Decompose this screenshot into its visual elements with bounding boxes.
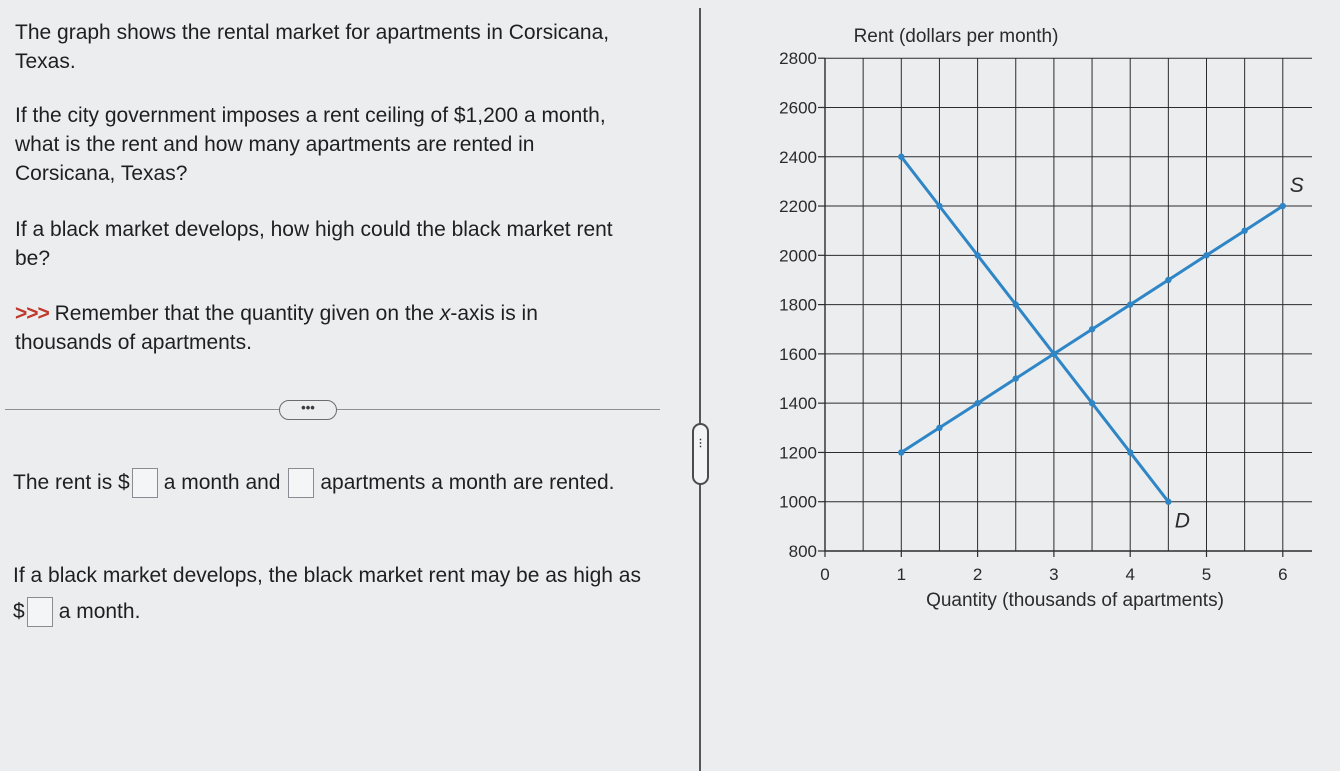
rent-answer-input[interactable] — [132, 468, 158, 498]
x-tick-label-1: 1 — [896, 565, 907, 584]
x-tick-label-5: 5 — [1201, 565, 1212, 584]
x-tick-label-4: 4 — [1125, 565, 1135, 584]
show-more-button[interactable]: ••• — [279, 400, 337, 420]
point-S-9 — [1241, 227, 1247, 233]
point-S-7 — [1165, 277, 1171, 283]
hint-variable: x — [439, 302, 451, 325]
question-intro: The graph shows the rental market for apartments in Corsicana, Texas. — [15, 21, 610, 73]
y-tick-label-1600: 1600 — [779, 344, 817, 364]
point-D-0 — [898, 154, 904, 160]
y-tick-label-1400: 1400 — [779, 394, 817, 414]
y-tick-label-2400: 2400 — [779, 147, 817, 167]
panel-splitter — [699, 8, 701, 771]
y-tick-label-2600: 2600 — [779, 98, 817, 118]
x-tick-label-2: 2 — [972, 565, 983, 584]
answer-rent-label: The rent is $ — [13, 471, 130, 494]
y-tick-label-1000: 1000 — [779, 492, 817, 512]
point-S-1 — [936, 425, 942, 431]
y-tick-label-1800: 1800 — [779, 295, 817, 315]
answer-month-label: a month and — [163, 471, 281, 494]
y-tick-label-800: 800 — [788, 542, 817, 561]
y-tick-label-1200: 1200 — [779, 443, 817, 463]
x-tick-label-3: 3 — [1049, 565, 1059, 584]
curve-label-D: D — [1174, 509, 1190, 533]
rental-market-chart — [720, 0, 1340, 620]
point-S-0 — [898, 449, 904, 455]
answer-line-black-market — [13, 558, 653, 630]
y-axis-title: Rent (dollars per month) — [853, 26, 1059, 47]
point-D-2 — [974, 252, 980, 258]
question-black-market: If a black market develops, how high could the black market rent be? — [15, 218, 613, 270]
answer-black-market-suffix: a month. — [58, 600, 141, 623]
answer-black-market-label: If a black market develops, the black market rent may be as high as $ — [13, 564, 641, 623]
point-S-8 — [1203, 252, 1209, 258]
point-D-5 — [1089, 400, 1095, 406]
point-S-3 — [1013, 375, 1019, 381]
answer-line-rent — [13, 465, 653, 501]
series — [898, 154, 1304, 533]
point-S-4 — [1051, 351, 1057, 357]
question-rent-ceiling: If the city government imposes a rent ceiling of $1,200 a month, what is the rent and how many apartments are rented in Corsicana, Texas? — [15, 104, 606, 185]
splitter-handle[interactable]: ⋮ — [692, 423, 709, 485]
curve-label-S: S — [1289, 174, 1304, 198]
point-S-6 — [1127, 301, 1133, 307]
x-tick-label-0: 0 — [820, 565, 830, 584]
y-tick-label-2200: 2200 — [779, 197, 817, 217]
y-tick-label-2800: 2800 — [779, 49, 817, 69]
answer-apartments-label: apartments a month are rented. — [320, 471, 615, 494]
point-D-1 — [936, 203, 942, 209]
point-D-3 — [1013, 301, 1019, 307]
axes — [779, 49, 1312, 584]
hint-text-after: -axis is in thousands of apartments. — [15, 302, 538, 354]
x-tick-label-6: 6 — [1278, 565, 1288, 584]
point-S-2 — [974, 400, 980, 406]
quantity-answer-input[interactable] — [288, 468, 314, 498]
black-market-rent-input[interactable] — [27, 597, 53, 627]
x-axis-title: Quantity (thousands of apartments) — [926, 590, 1224, 611]
hint-text-before: Remember that the quantity given on the — [48, 302, 440, 325]
y-tick-label-2000: 2000 — [779, 246, 817, 266]
hint-text — [15, 299, 635, 357]
point-S-5 — [1089, 326, 1095, 332]
hint-chevron-icon: >>> — [15, 302, 49, 325]
grid — [825, 58, 1312, 551]
point-D-6 — [1127, 449, 1133, 455]
point-D-7 — [1165, 499, 1171, 505]
point-S-10 — [1280, 203, 1286, 209]
